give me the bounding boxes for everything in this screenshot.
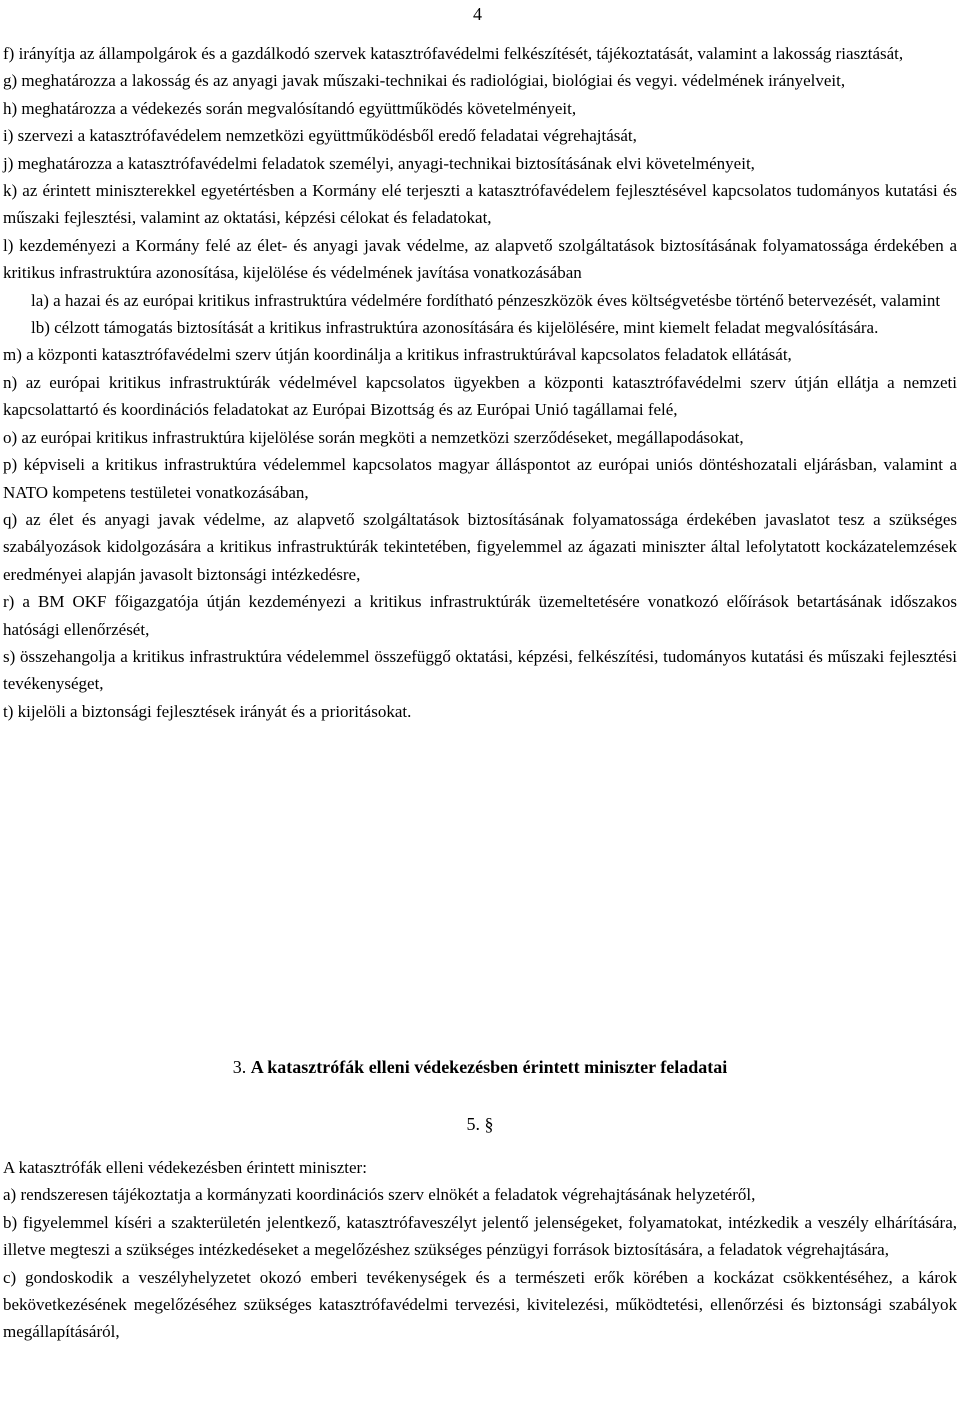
- paragraph-t: t) kijelöli a biztonsági fejlesztések irányát és a prioritásokat.: [3, 701, 412, 721]
- paragraph-i: i) szervezi a katasztrófavédelem nemzetközi együttműködésből eredő feladatai végrehajtását,: [3, 126, 637, 146]
- paragraph-h: h) meghatározza a védekezés során megvalósítandó együttműködés követelményeit,: [3, 98, 577, 118]
- paragraph-n: n) az európai kritikus infrastruktúrák védelmével kapcsolatos ügyekben a központi katasztrófavédelmi szerv útján ellátja a nemzeti kapcsolattartó és koordinációs feladatokat az Európai Bizottság és az Európai Unió tagállamai felé,: [3, 372, 957, 420]
- paragraph-j: j) meghatározza a katasztrófavédelmi feladatok személyi, anyagi-technikai biztosításának elvi követelményeit,: [3, 153, 755, 173]
- chapter-title: A katasztrófák elleni védekezésben érintett miniszter feladatai: [250, 1057, 728, 1077]
- paragraph-o: o) az európai kritikus infrastruktúra kijelölése során megköti a nemzetközi szerződéseket, megállapodásokat,: [3, 427, 744, 447]
- body-text-bottom: [3, 1154, 957, 1346]
- paragraph-b: b) figyelemmel kíséri a szakterületén jelentkező, katasztrófaveszélyt jelentő jelenségeket, folyamatokat, intézkedik a veszély elhárítására, illetve megteszi a szükséges intézkedéseket a megelőzéshez szükséges pénzügyi források biztosítására, a feladatok végrehajtására,: [3, 1212, 957, 1260]
- paragraph-a: a) rendszeresen tájékoztatja a kormányzati koordinációs szerv elnökét a feladatok végrehajtásának helyzetéről,: [3, 1185, 756, 1205]
- body-text-top: [3, 40, 957, 725]
- chapter-heading: [3, 1052, 957, 1082]
- paragraph-la: la) a hazai és az európai kritikus infrastruktúra védelmére fordítható pénzeszközök éves költségvetésbe történő betervezését, valamint: [31, 290, 941, 310]
- page-number: 4: [473, 4, 482, 24]
- paragraph-m: m) a központi katasztrófavédelmi szerv útján koordinálja a kritikus infrastruktúrával kapcsolatos feladatok ellátását,: [3, 345, 792, 365]
- paragraph-lb: lb) célzott támogatás biztosítását a kritikus infrastruktúra azonosítására és kijelölésére, mint kiemelt feladat megvalósítására.: [31, 318, 879, 338]
- paragraph-k: k) az érintett miniszterekkel egyetértésben a Kormány elé terjeszti a katasztrófavédelem fejlesztésével kapcsolatos tudományos kutatási és műszaki fejlesztési, valamint az oktatási, képzési célokat és feladatokat,: [3, 181, 957, 228]
- paragraph-intro: A katasztrófák elleni védekezésben érintett miniszter:: [3, 1158, 367, 1177]
- chapter-number: 3.: [232, 1057, 247, 1077]
- paragraph-q: q) az élet és anyagi javak védelme, az alapvető szolgáltatások biztosításának folyamatossága érdekében javaslatot tesz a szükséges szabályozások kidolgozására a kritikus infrastruktúrák tekintetében, figyelemmel az ágazati miniszter által lefolytatott kockázatelemzések eredményei alapján javasolt biztonsági intézkedésre,: [3, 509, 957, 584]
- paragraph-s: s) összehangolja a kritikus infrastruktúra védelemmel összefüggő oktatási, képzési, felkészítési, tudományos kutatási és műszaki fejlesztési tevékenységet,: [3, 646, 957, 694]
- paragraph-r: r) a BM OKF főigazgatója útján kezdeményezi a kritikus infrastruktúrák üzemeltetésére vonatkozó előírások betartásának időszakos hatósági ellenőrzését,: [3, 592, 957, 639]
- paragraph-f: f) irányítja az állampolgárok és a gazdálkodó szervek katasztrófavédelmi felkészítését, tájékoztatását, valamint a lakosság riasztását,: [3, 44, 904, 63]
- paragraph-g: g) meghatározza a lakosság és az anyagi javak műszaki-technikai és radiológiai, biológiai és vegyi. védelmének irányelveit,: [3, 71, 846, 91]
- paragraph-l: l) kezdeményezi a Kormány felé az élet- és anyagi javak védelme, az alapvető szolgáltatások biztosításának folyamatossága érdekében a kritikus infrastruktúra azonosítása, kijelölése és védelmének javítása vonatkozásában: [3, 235, 957, 283]
- paragraph-c: c) gondoskodik a veszélyhelyzetet okozó emberi tevékenységek és a természeti erők körében a kockázat csökkentéséhez, a károk bekövetkezésének megelőzéséhez szükséges katasztrófavédelmi tervezési, kivitelezési, működtetési, ellenőrzési és biztonsági szabályok megállapításáról,: [3, 1267, 957, 1342]
- section-mark: 5. §: [466, 1114, 494, 1134]
- paragraph-p: p) képviseli a kritikus infrastruktúra védelemmel kapcsolatos magyar álláspontot az európai uniós döntéshozatali eljárásban, valamint a NATO kompetens testületei vonatkozásában,: [3, 455, 957, 502]
